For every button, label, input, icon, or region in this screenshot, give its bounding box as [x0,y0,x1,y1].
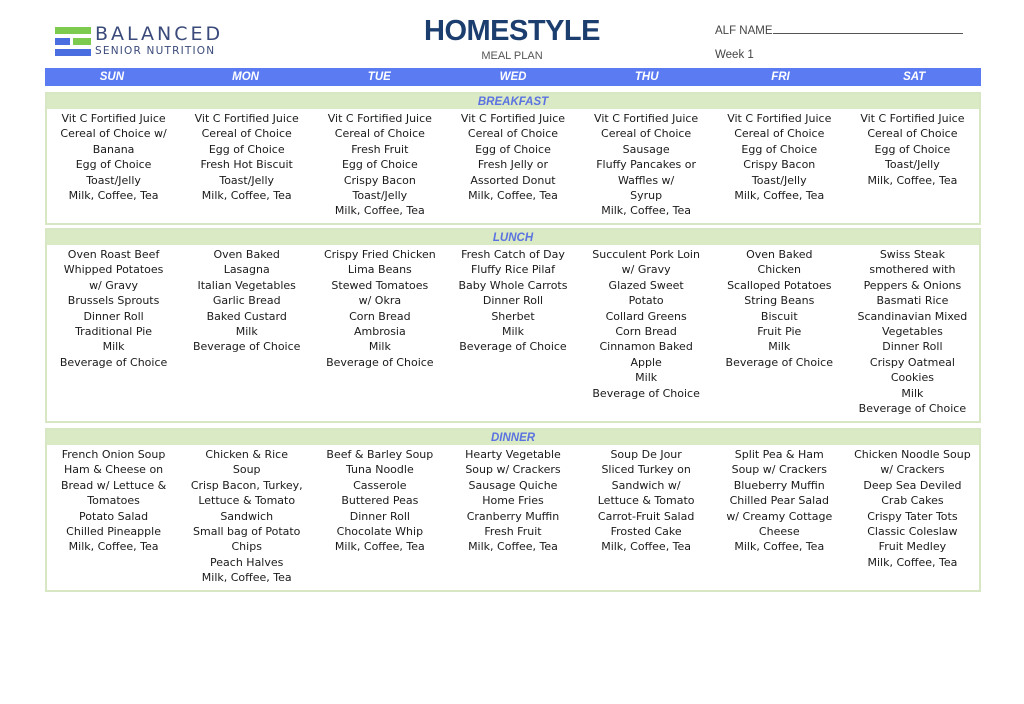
menu-item: Apple [630,355,662,369]
menu-item: Vit C Fortified Juice [594,112,699,125]
week-label: Week 1 [715,49,754,61]
menu-item: Crispy Bacon [743,158,816,172]
lunch-menu-wed [446,247,579,416]
breakfast-columns [47,109,979,219]
menu-item: Ambrosia [353,325,406,339]
menu-item: Bread w/ Lettuce & [60,478,167,492]
menu-item: w/ Gravy [621,263,671,277]
dinner-menu-wed [446,447,579,586]
menu-item: Beverage of Choice [725,355,833,369]
menu-item: Fruit Medley [878,540,947,554]
menu-item: Toast/Jelly [751,173,807,187]
menu-item: Scandinavian Mixed [857,309,968,323]
menu-item: Oven Baked [213,248,280,261]
lunch-section-title: LUNCH [47,230,979,245]
alf-name-label: ALF NAME [715,25,773,37]
menu-item: Milk [102,340,125,354]
menu-item: Hearty Vegetable [465,448,561,461]
menu-item: Deep Sea Deviled [863,478,962,492]
menu-item: Sandwich [220,509,274,523]
menu-item: Beverage of Choice [59,355,168,369]
menu-item: Milk [235,325,258,339]
breakfast-menu-sun [47,111,180,219]
menu-item: Baby Whole Carrots [458,278,568,292]
menu-item: Beverage of Choice [326,355,434,369]
breakfast-menu-sat [846,111,979,219]
menu-item: Lettuce & Tomato [198,494,296,508]
menu-item: w/ Crackers [880,463,945,477]
lunch-menu-mon [180,247,313,416]
menu-item: Scalloped Potatoes [727,278,832,292]
menu-item: Cereal of Choice [334,127,425,141]
menu-item: Milk, Coffee, Tea [334,540,425,554]
page-title: HOMESTYLE [424,15,600,47]
lunch-menu-thu [580,247,713,416]
menu-item: Lima Beans [347,263,412,277]
menu-item: Home Fries [482,494,544,508]
menu-item: Fresh Hot Biscuit [200,158,293,172]
menu-item: Beverage of Choice [192,340,301,354]
menu-item: Milk, Coffee, Tea [468,540,558,554]
menu-item: Cookies [890,371,934,385]
menu-item: Crab Cakes [881,494,944,508]
menu-item: Beverage of Choice [459,340,567,354]
menu-item: smothered with [869,263,956,277]
brand-logo [55,23,225,60]
menu-item: Chilled Pineapple [66,525,161,539]
menu-item: Cereal of Choice [867,127,958,141]
menu-item: Crispy Tater Tots [867,509,958,523]
menu-item: Whipped Potatoes [63,263,164,277]
menu-item: Milk [901,386,924,400]
menu-item: Basmati Rice [876,294,949,308]
day-header-wed: WED [499,71,527,83]
menu-item: Cereal of Choice [601,127,692,141]
breakfast-menu-mon [180,111,313,219]
menu-item: Vit C Fortified Juice [460,112,566,125]
menu-item: Cinnamon Baked [599,340,693,354]
menu-item: Tuna Noodle [345,463,414,477]
menu-item: Frosted Cake [610,525,682,539]
lunch-menu-sat [846,247,979,416]
menu-item: Sausage [622,142,670,156]
dinner-menu-mon [180,447,313,586]
menu-item: Dinner Roll [83,309,144,323]
menu-item: Split Pea & Ham [734,448,824,461]
menu-item: Chilled Pear Salad [729,494,829,508]
menu-item: Beverage of Choice [592,386,700,400]
menu-item: Fluffy Pancakes or [596,158,697,172]
menu-item: Dinner Roll [482,294,544,308]
menu-item: Beverage of Choice [858,402,967,416]
menu-item: Brussels Sprouts [67,294,160,308]
menu-item: Egg of Choice [874,142,951,156]
day-header-mon: MON [232,71,259,83]
menu-item: Sausage Quiche [468,478,558,492]
breakfast-section [45,92,981,225]
menu-item: Vit C Fortified Juice [727,112,832,125]
menu-item: Egg of Choice [75,158,152,172]
menu-item: Milk, Coffee, Tea [734,540,825,554]
menu-item: Dinner Roll [882,340,943,354]
day-header-thu: THU [634,71,659,83]
menu-item: Classic Coleslaw [867,525,958,539]
menu-item: Milk, Coffee, Tea [601,204,692,218]
menu-item: Glazed Sweet [608,278,684,292]
menu-item: Syrup [630,189,663,203]
logo-wordmark: BALANCED [95,23,224,45]
menu-item: Cereal of Choice [201,127,292,141]
dinner-menu-thu [580,447,713,586]
dinner-menu-sun [47,447,180,586]
menu-item: Chips [231,540,262,554]
menu-item: Banana [92,142,135,156]
menu-item: Chicken [757,263,802,277]
menu-item: Crispy Fried Chicken [323,248,436,261]
menu-item: Vit C Fortified Juice [61,112,166,125]
menu-item: String Beans [744,294,815,308]
lunch-columns [47,245,979,416]
menu-item: Milk [368,340,391,354]
menu-item: Egg of Choice [741,142,818,156]
menu-item: Sherbet [491,309,535,323]
menu-item: Lettuce & Tomato [597,494,695,508]
menu-item: Small bag of Potato [193,525,301,539]
menu-item: Milk [768,340,791,354]
menu-item: Potato Salad [79,509,149,523]
menu-item: Assorted Donut [470,173,556,187]
menu-item: Soup w/ Crackers [465,463,561,477]
dinner-columns [47,445,979,586]
menu-item: Crisp Bacon, Turkey, [190,478,303,492]
logo-tagline: SENIOR NUTRITION [95,45,216,57]
menu-item: Milk [635,371,658,385]
menu-item: Milk, Coffee, Tea [68,540,159,554]
menu-item: Buttered Peas [341,494,419,508]
menu-item: Chocolate Whip [336,525,424,539]
menu-item: Fresh Jelly or [477,158,549,172]
menu-item: Cranberry Muffin [466,509,560,523]
alf-name-blank-line [773,23,963,34]
menu-item: Milk, Coffee, Tea [867,173,958,187]
menu-item: Traditional Pie [75,325,153,339]
alf-name-field [715,23,963,37]
menu-item: French Onion Soup [61,448,166,461]
menu-item: Beef & Barley Soup [326,448,434,461]
breakfast-menu-wed [446,111,579,219]
dinner-menu-tue [313,447,446,586]
menu-item: Tomatoes [87,494,140,508]
menu-item: Corn Bread [349,309,411,323]
day-header-sat: SAT [903,71,926,83]
menu-item: Cereal of Choice [467,127,559,141]
menu-item: Vegetables [882,325,943,339]
menu-item: Potato [628,294,664,308]
page-subtitle: MEAL PLAN [481,50,543,62]
menu-item: Peach Halves [210,555,284,569]
menu-item: Milk, Coffee, Tea [334,204,425,218]
dinner-menu-sat [846,447,979,586]
menu-item: Milk [502,325,524,339]
dinner-menu-fri [713,447,846,586]
menu-item: Italian Vegetables [197,278,296,292]
lunch-menu-fri [713,247,846,416]
menu-item: Garlic Bread [212,294,281,308]
day-header-sun: SUN [99,71,124,83]
menu-item: Baked Custard [206,309,287,323]
menu-item: Succulent Pork Loin [592,248,700,261]
menu-item: Vit C Fortified Juice [860,112,965,125]
menu-item: Ham & Cheese on [63,463,164,477]
menu-item: Milk, Coffee, Tea [734,189,825,203]
menu-item: Milk, Coffee, Tea [201,571,292,585]
menu-item: w/ Gravy [89,278,139,292]
lunch-menu-tue [313,247,446,416]
menu-item: Oven Baked [746,248,813,261]
lunch-menu-sun [47,247,180,416]
menu-item: Chicken & Rice [205,448,288,461]
menu-item: Fruit Pie [757,325,802,339]
menu-item: Vit C Fortified Juice [327,112,432,125]
menu-item: Toast/Jelly [885,158,940,172]
menu-item: Toast/Jelly [86,173,141,187]
day-header-tue: TUE [367,71,391,83]
menu-item: Stewed Tomatoes [331,278,429,292]
menu-item: Sandwich w/ [611,478,681,492]
dinner-section [45,428,981,592]
breakfast-section-title: BREAKFAST [47,94,979,109]
menu-item: Swiss Steak [879,248,945,261]
menu-item: Corn Bread [615,325,677,339]
menu-item: Biscuit [760,309,798,323]
menu-item: Fresh Fruit [484,525,542,539]
menu-item: Lasagna [223,263,270,277]
menu-item: Collard Greens [605,309,687,323]
menu-item: Carrot-Fruit Salad [597,509,695,523]
menu-item: Sliced Turkey on [601,463,691,477]
menu-item: Egg of Choice [208,142,285,156]
lunch-section [45,228,981,423]
menu-item: Chicken Noodle Soup [854,448,971,461]
menu-item: Crispy Oatmeal [869,355,955,369]
menu-item: Cereal of Choice [734,127,825,141]
logo-bars-icon [55,26,91,58]
breakfast-menu-tue [313,111,446,219]
menu-item: Cheese [758,525,800,539]
menu-item: Fresh Catch of Day [461,248,565,261]
menu-item: Peppers & Onions [863,278,962,292]
menu-item: Soup De Jour [610,448,682,461]
menu-item: Cereal of Choice w/ [60,127,167,141]
menu-item: Crispy Bacon [343,173,416,187]
day-header-fri: FRI [771,71,790,83]
menu-item: Milk, Coffee, Tea [201,189,292,203]
menu-item: Dinner Roll [349,509,410,523]
menu-item: Toast/Jelly [219,173,275,187]
menu-item: Oven Roast Beef [67,248,160,261]
menu-item: w/ Okra [358,294,402,308]
menu-item: Waffles w/ [618,173,675,187]
menu-item: Milk, Coffee, Tea [68,189,159,203]
menu-item: Milk, Coffee, Tea [601,540,692,554]
menu-item: w/ Creamy Cottage [726,509,833,523]
menu-item: Toast/Jelly [352,189,408,203]
menu-item: Fresh Fruit [351,142,409,156]
menu-item: Fluffy Rice Pilaf [470,263,556,277]
menu-item: Egg of Choice [341,158,418,172]
breakfast-menu-fri [713,111,846,219]
dinner-section-title: DINNER [47,430,979,445]
menu-item: Soup [232,463,261,477]
breakfast-menu-thu [580,111,713,219]
menu-item: Milk, Coffee, Tea [867,555,958,569]
menu-item: Egg of Choice [475,142,551,156]
menu-item: Soup w/ Crackers [731,463,827,477]
menu-item: Blueberry Muffin [733,478,825,492]
day-header-bar [45,68,981,86]
menu-item: Milk, Coffee, Tea [468,189,558,203]
menu-item: Vit C Fortified Juice [194,112,299,125]
menu-item: Casserole [353,478,407,492]
